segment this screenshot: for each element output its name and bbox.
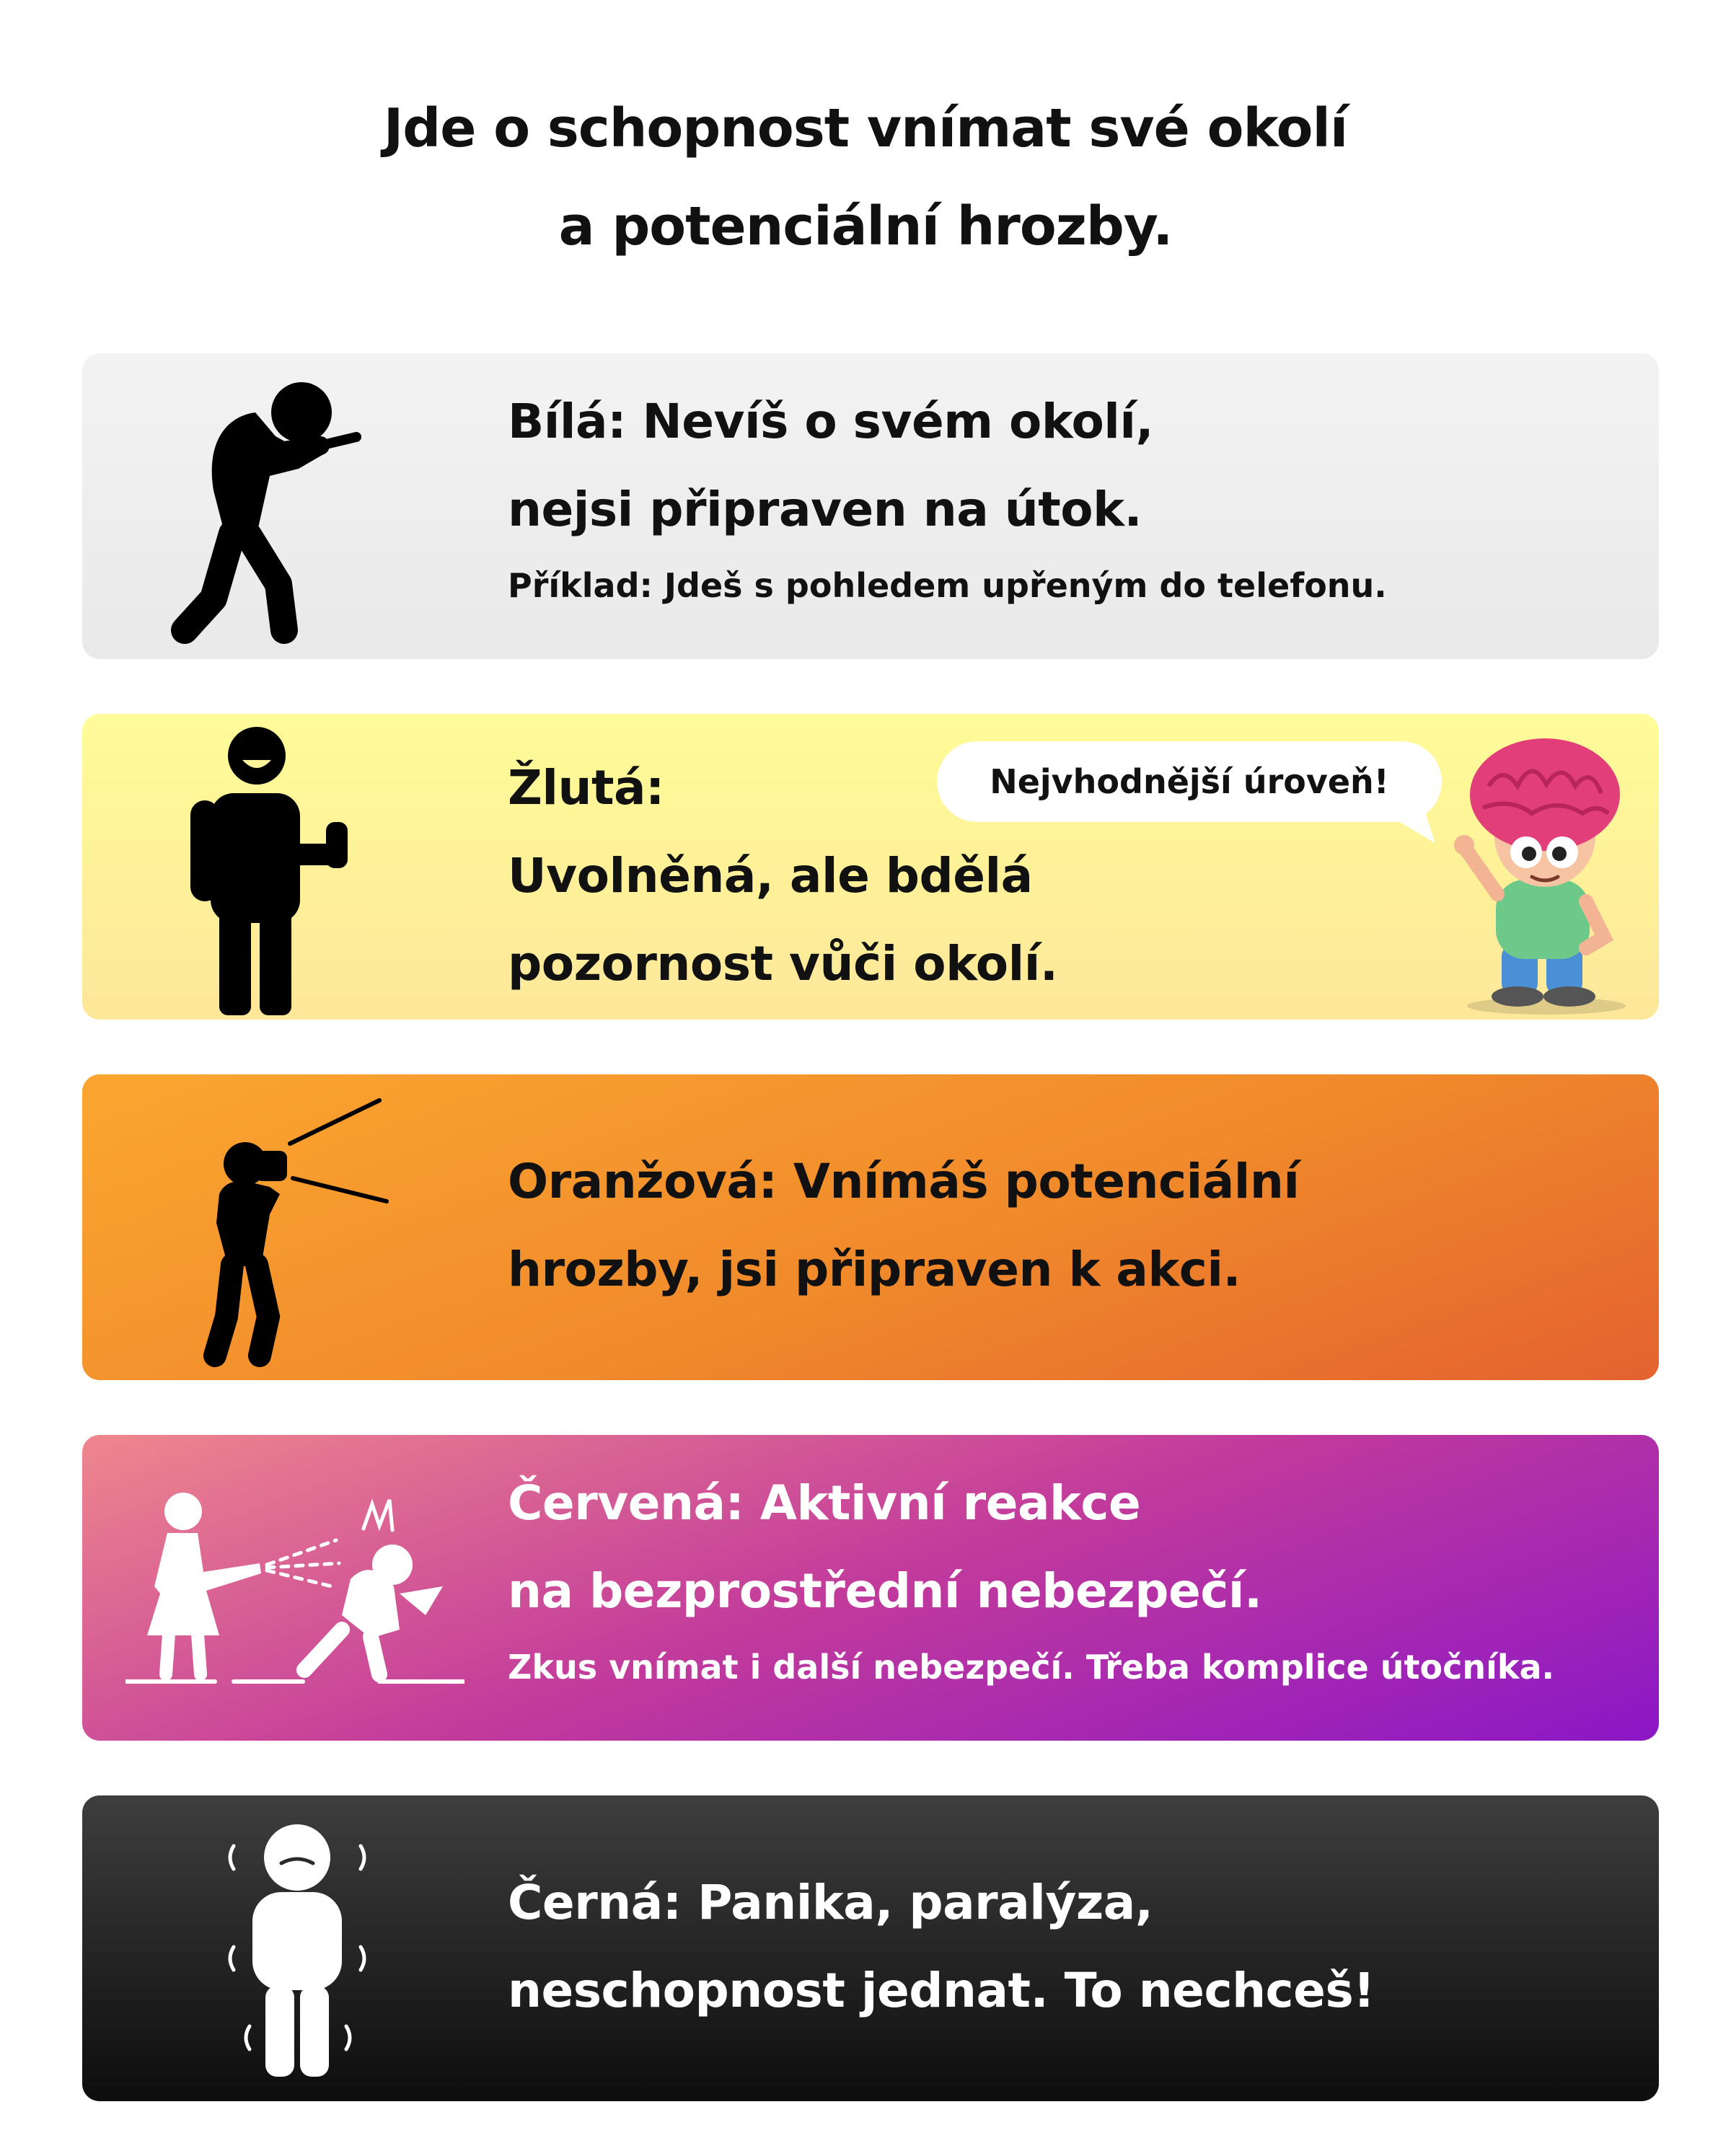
- heading-line-1: Jde o schopnost vnímat své okolí: [383, 97, 1348, 159]
- level-description-white: nejsi připraven na útok.: [508, 482, 1142, 537]
- person-looking-at-phone-icon: [147, 368, 450, 649]
- level-title-red: Červená: Aktivní reakce: [508, 1475, 1141, 1531]
- level-description-yellow-2: pozornost vůči okolí.: [508, 936, 1058, 991]
- page-heading: [0, 79, 1731, 275]
- trembling-frozen-person-icon: [205, 1817, 392, 2084]
- level-example-white: Příklad: Jdeš s pohledem upřeným do telefonu.: [508, 566, 1387, 605]
- level-title-white: Bílá: Nevíš o svém okolí,: [508, 394, 1154, 449]
- level-description-yellow-1: Uvolněná, ale bdělá: [508, 848, 1033, 904]
- level-card-white: [82, 353, 1659, 659]
- level-description-black: neschopnost jednat. To nechceš!: [508, 1963, 1375, 2018]
- level-title-orange: Oranžová: Vnímáš potenciální: [508, 1154, 1300, 1209]
- speech-bubble: Nejvhodnější úroveň!: [937, 741, 1442, 822]
- level-card-red: [82, 1435, 1659, 1741]
- level-description-red: na bezprostřední nebezpečí.: [508, 1563, 1262, 1619]
- level-example-red: Zkus vnímat i další nebezpečí. Třeba komplice útočníka.: [508, 1648, 1554, 1687]
- level-title-black: Černá: Panika, paralýza,: [508, 1875, 1153, 1930]
- level-description-orange: hrozby, jsi připraven k akci.: [508, 1242, 1241, 1297]
- level-card-yellow: [82, 714, 1659, 1020]
- brain-head-mascot-icon: [1438, 728, 1655, 1017]
- smiling-person-thumbs-up-icon: [190, 721, 378, 1017]
- person-looking-through-binoculars-icon: [190, 1086, 428, 1374]
- level-card-black: [82, 1795, 1659, 2101]
- level-title-yellow: Žlutá:: [508, 760, 664, 816]
- heading-line-2: a potenciální hrozby.: [558, 195, 1173, 257]
- level-card-orange: [82, 1074, 1659, 1380]
- pepper-spray-defense-icon: [125, 1485, 464, 1695]
